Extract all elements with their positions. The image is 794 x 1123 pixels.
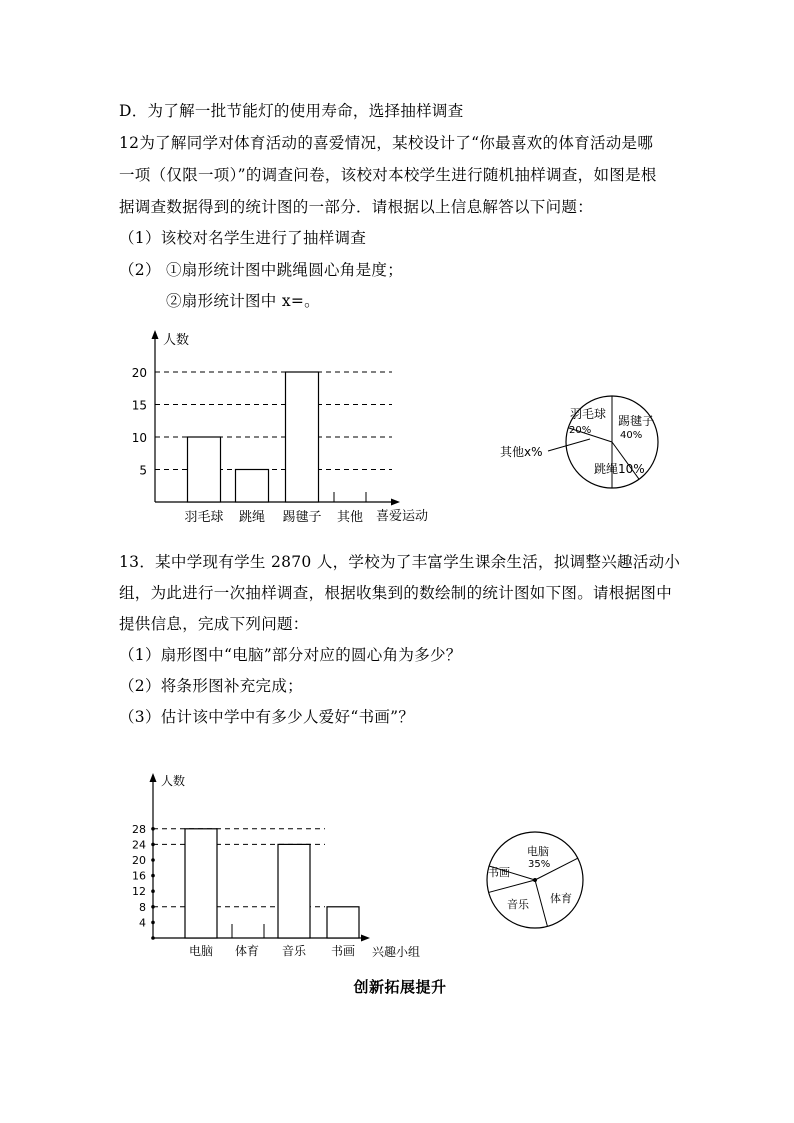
y-tick-label: 24 <box>132 838 146 852</box>
q12-sub-question-2b: ②扇形统计图中 x=。 <box>166 292 320 310</box>
x-tick-label: 其他 <box>336 510 364 525</box>
q13-stem-line-2: 组，为此进行一次抽样调查，根据收集到的数绘制的统计图如下图。请根据图中 <box>119 584 673 602</box>
x-tick-label: 体育 <box>234 944 260 958</box>
q13-bar-chart <box>125 770 435 965</box>
y-axis-arrow <box>152 330 159 339</box>
pie-slice-value: 40% <box>620 430 643 441</box>
x-tick-label: 电脑 <box>188 944 214 958</box>
y-tick-label: 15 <box>131 398 147 413</box>
q12-pie-chart <box>490 385 670 495</box>
x-tick-label: 跳绳 <box>238 510 266 525</box>
bar <box>327 907 359 938</box>
pie-slice-label: 音乐 <box>507 898 529 911</box>
q13-sub-question-2: （2）将条形图补充完成； <box>119 677 303 695</box>
y-tick-label: 16 <box>132 869 146 883</box>
option-d: D．为了解一批节能灯的使用寿命，选择抽样调查 <box>119 102 464 120</box>
pie-slice-label: 羽毛球 <box>570 407 607 421</box>
q13-stem-line-3: 提供信息，完成下列问题： <box>119 615 309 633</box>
x-tick-label: 音乐 <box>281 944 307 958</box>
q12-sub-question-2a: （2） ①扇形统计图中跳绳圆心角是度； <box>119 261 403 279</box>
y-axis-label: 人数 <box>163 333 190 348</box>
x-tick-label: 踢毽子 <box>282 510 322 525</box>
section-title: 创新拓展提升 <box>353 978 447 996</box>
pie-slice-label: 其他x% <box>500 445 543 459</box>
y-axis-arrow <box>150 773 157 782</box>
q12-stem-line-2: 一项（仅限一项）”的调查问卷，该校对本校学生进行随机抽样调查，如图是根 <box>119 166 657 184</box>
pie-slice-value: 35% <box>528 859 551 870</box>
pie-slice-label: 体育 <box>550 892 572 905</box>
q12-sub-question-1: （1）该校对名学生进行了抽样调查 <box>119 229 367 247</box>
pie-slice-label: 电脑 <box>527 845 549 858</box>
bar <box>188 437 221 502</box>
y-tick-label: 4 <box>139 916 146 930</box>
y-tick-label: 20 <box>132 854 146 867</box>
y-tick-label: 5 <box>139 463 147 478</box>
x-axis-label: 喜爱运动 <box>375 509 429 524</box>
q12-stem-line-1: 12为了解同学对体育活动的喜爱情况，某校设计了“你最喜欢的体育活动是哪 <box>119 134 654 152</box>
q13-sub-question-1: （1）扇形图中“电脑”部分对应的圆心角为多少？ <box>119 646 462 664</box>
bar <box>236 470 269 503</box>
y-tick-label: 8 <box>139 900 146 914</box>
pie-slice-label: 踢毽子 <box>618 414 655 428</box>
y-axis-label: 人数 <box>161 774 186 788</box>
q12-bar-chart <box>130 325 450 530</box>
q12-stem-line-3: 据调查数据得到的统计图的一部分．请根据以上信息解答以下问题： <box>119 198 594 216</box>
x-tick-label: 羽毛球 <box>184 510 224 525</box>
q13-stem-line-1: 13．某中学现有学生 2870 人，学校为了丰富学生课余生活，拟调整兴趣活动小 <box>119 553 681 571</box>
y-tick-label: 20 <box>131 366 147 380</box>
bar <box>286 372 319 502</box>
pie-slice-label: 书画 <box>488 866 510 879</box>
q13-pie-chart <box>480 830 590 935</box>
x-axis-label: 兴趣小组 <box>371 945 421 959</box>
pie-slice-value: 20% <box>569 425 592 436</box>
y-tick-label: 12 <box>132 885 146 899</box>
bar <box>278 844 310 938</box>
q13-sub-question-3: （3）估计该中学中有多少人爱好“书画”？ <box>119 708 415 726</box>
x-tick-label: 书画 <box>330 944 356 958</box>
x-axis-arrow <box>361 935 370 942</box>
bar <box>185 829 217 938</box>
pie-slice-label: 跳绳10% <box>594 462 645 476</box>
y-tick-label: 10 <box>131 431 147 445</box>
x-axis-arrow <box>391 499 400 506</box>
y-tick-label: 28 <box>132 822 146 836</box>
